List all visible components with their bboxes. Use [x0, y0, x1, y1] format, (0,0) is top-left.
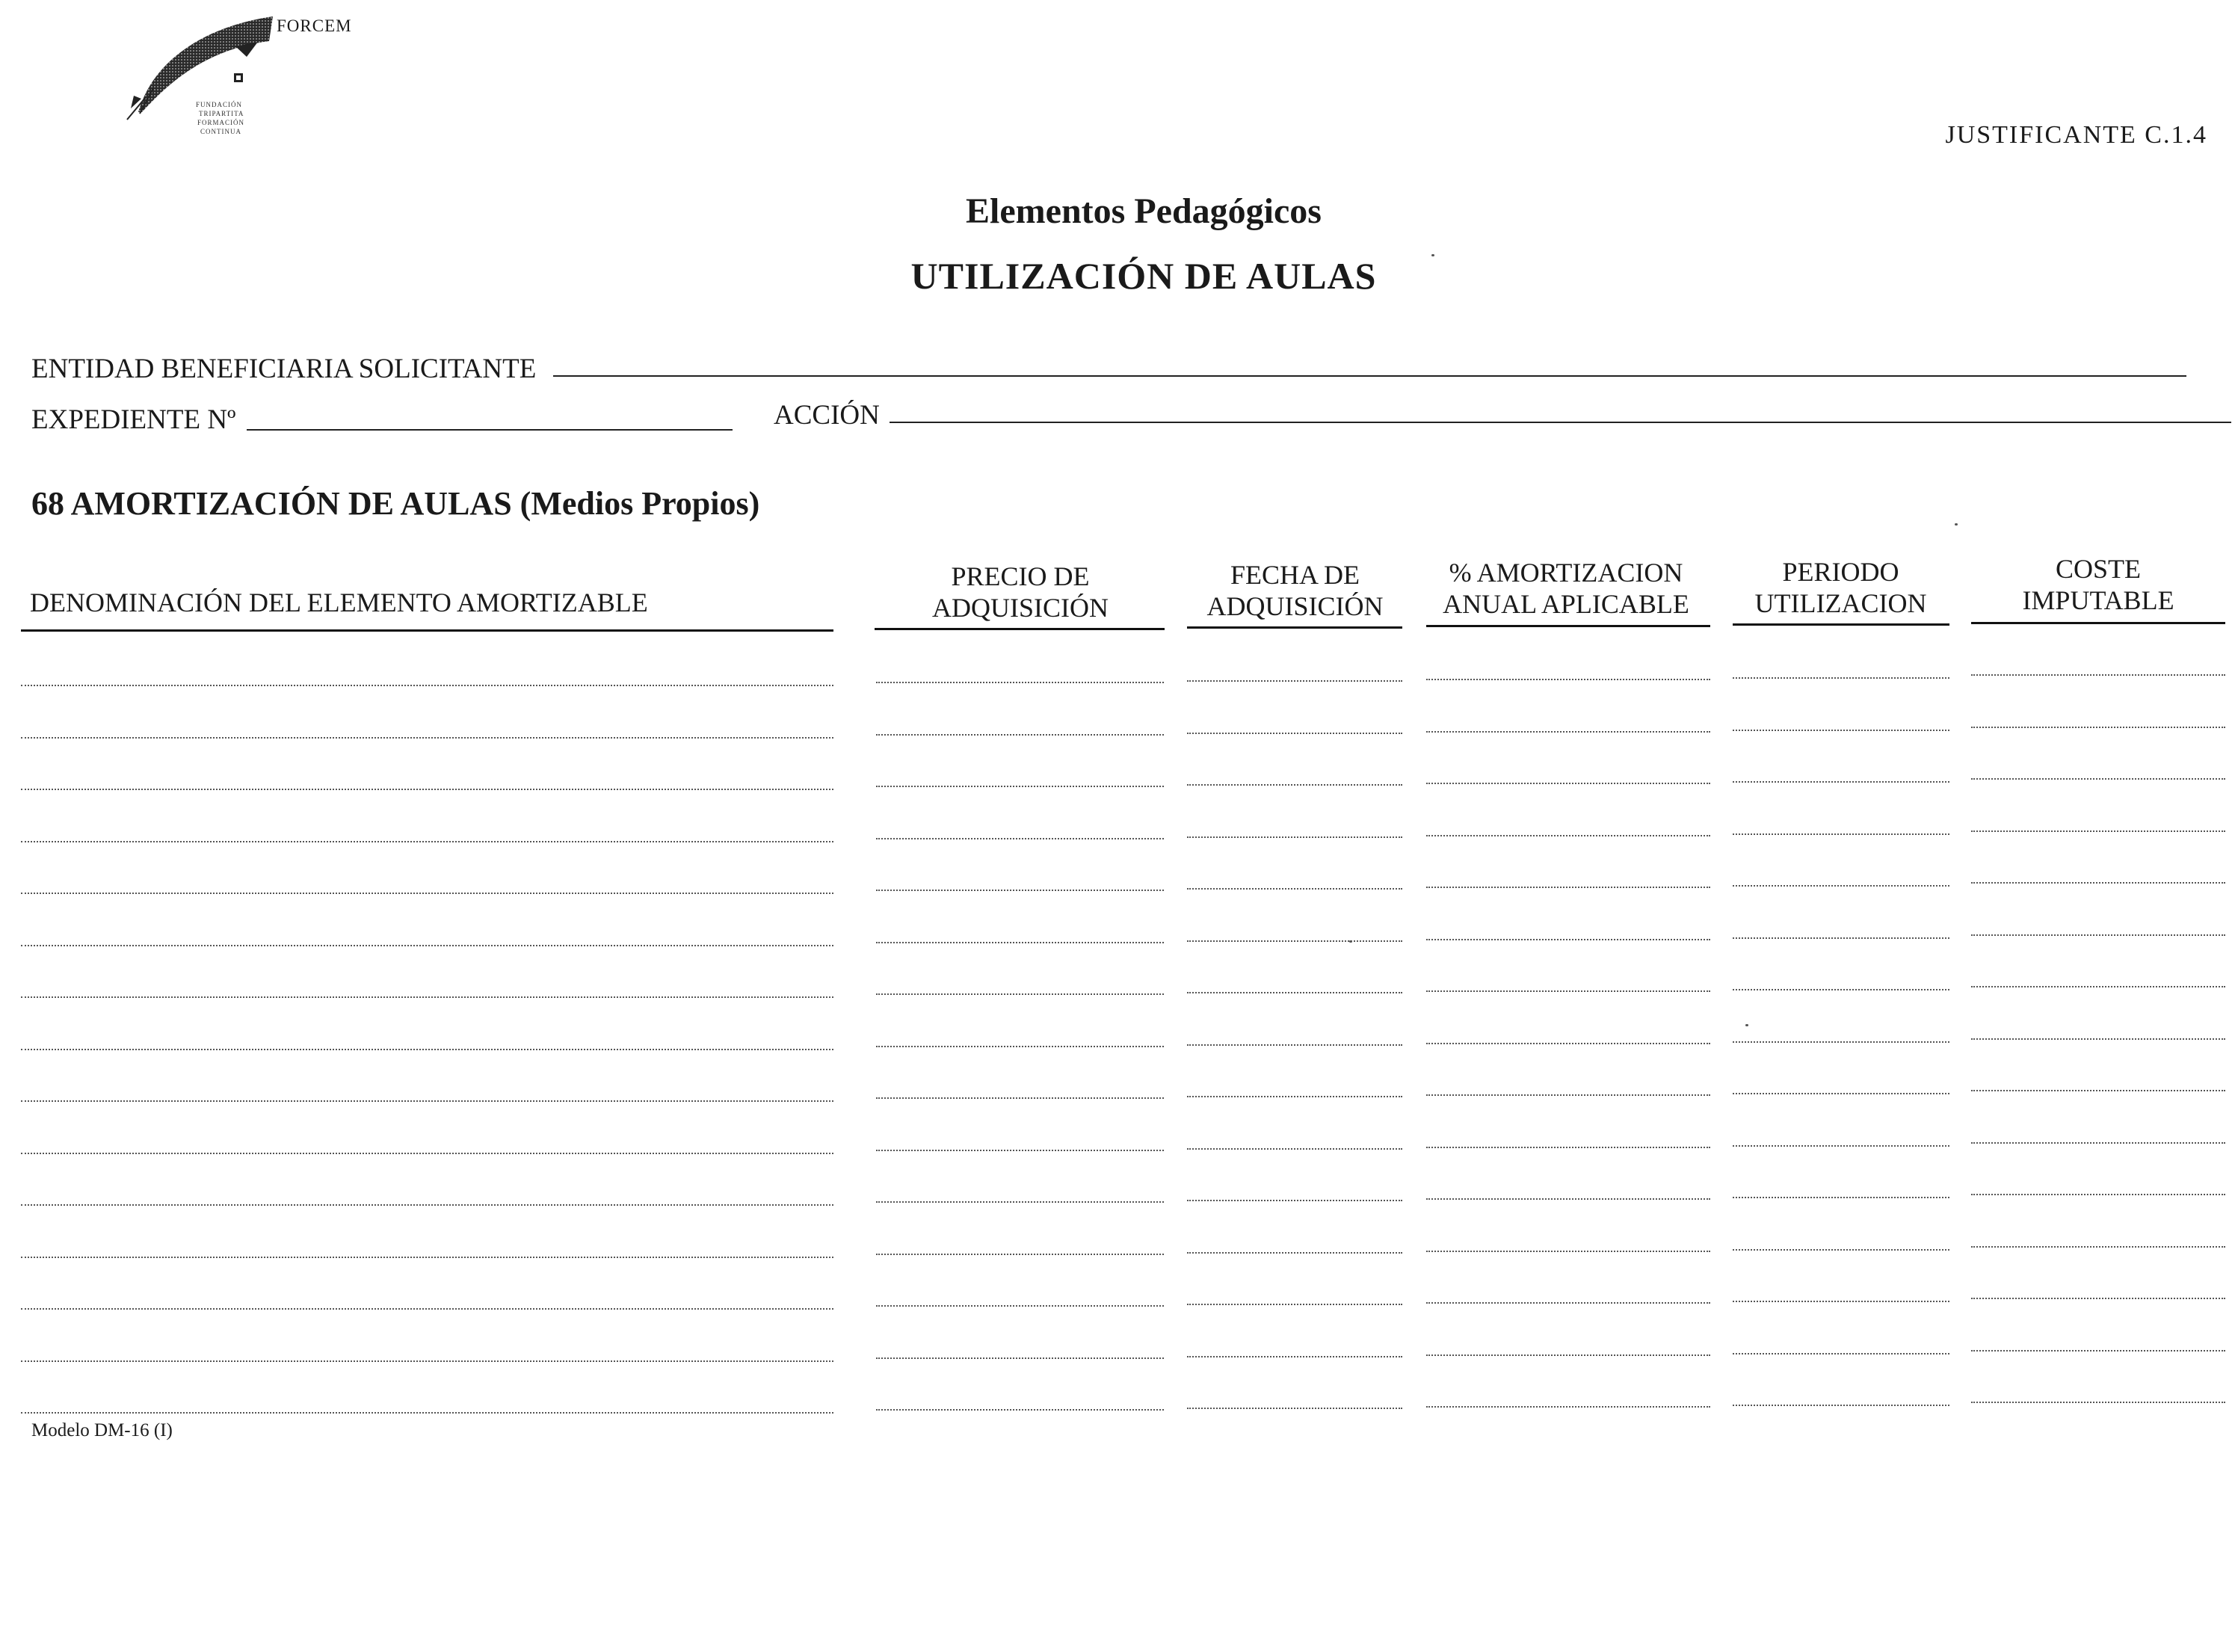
- col-denominacion-underline: [21, 629, 833, 632]
- col-fecha-line-1: FECHA DE: [1230, 560, 1360, 590]
- table-row-line-fecha[interactable]: [1187, 1408, 1402, 1409]
- table-row-line-precio[interactable]: [876, 942, 1164, 943]
- entidad-field[interactable]: [553, 375, 2186, 377]
- col-fecha-line-2: ADQUISICIÓN: [1206, 591, 1384, 621]
- logo-fine-print-2: TRIPARTITA: [199, 110, 244, 117]
- table-row-line-periodo[interactable]: [1733, 1093, 1949, 1094]
- table-row-line-amortizacion[interactable]: [1426, 835, 1710, 836]
- table-row-line-fecha[interactable]: [1187, 1044, 1402, 1046]
- table-row-line-denominacion[interactable]: [21, 1100, 833, 1102]
- col-amortizacion-underline: [1426, 625, 1710, 627]
- table-row-line-precio[interactable]: [876, 1097, 1164, 1099]
- table-row-line-coste[interactable]: [1971, 986, 2225, 987]
- table-row-line-periodo[interactable]: [1733, 1041, 1949, 1043]
- table-row-line-denominacion[interactable]: [21, 685, 833, 686]
- table-row-line-amortizacion[interactable]: [1426, 1406, 1710, 1408]
- table-row-line-precio[interactable]: [876, 734, 1164, 736]
- expediente-field[interactable]: [247, 429, 733, 431]
- table-row-line-amortizacion[interactable]: [1426, 1147, 1710, 1148]
- scan-speck: [1431, 254, 1434, 256]
- col-periodo-line-2: UTILIZACION: [1754, 588, 1927, 618]
- table-row-line-coste[interactable]: [1971, 1194, 2225, 1195]
- table-row-line-fecha[interactable]: [1187, 784, 1402, 786]
- table-row-line-amortizacion[interactable]: [1426, 887, 1710, 888]
- table-row-line-periodo[interactable]: [1733, 781, 1949, 783]
- page-subtitle: Elementos Pedagógicos: [966, 191, 1322, 231]
- table-row-line-amortizacion[interactable]: [1426, 990, 1710, 992]
- table-row-line-amortizacion[interactable]: [1426, 783, 1710, 784]
- table-row-line-periodo[interactable]: [1733, 885, 1949, 887]
- table-row-line-periodo[interactable]: [1733, 1197, 1949, 1198]
- table-row-line-denominacion[interactable]: [21, 1204, 833, 1206]
- table-row-line-coste[interactable]: [1971, 727, 2225, 728]
- col-amortizacion: [1424, 557, 1708, 620]
- table-row-line-amortizacion[interactable]: [1426, 1354, 1710, 1356]
- table-row-line-precio[interactable]: [876, 1046, 1164, 1047]
- table-row-line-periodo[interactable]: [1733, 730, 1949, 731]
- col-coste-line-2: IMPUTABLE: [2022, 585, 2174, 615]
- table-row-line-fecha[interactable]: [1187, 733, 1402, 734]
- logo-fine-print-1: FUNDACIÓN: [196, 101, 243, 108]
- table-row-line-amortizacion[interactable]: [1426, 1094, 1710, 1096]
- table-row-line-fecha[interactable]: [1187, 1304, 1402, 1305]
- table-row-line-denominacion[interactable]: [21, 1257, 833, 1258]
- table-row-line-precio[interactable]: [876, 890, 1164, 891]
- col-coste: [1971, 553, 2225, 616]
- table-row-line-fecha[interactable]: [1187, 836, 1402, 838]
- table-row-line-precio[interactable]: [876, 1201, 1164, 1203]
- table-row-line-precio[interactable]: [876, 1305, 1164, 1307]
- table-row-line-periodo[interactable]: [1733, 1301, 1949, 1302]
- table-row-line-coste[interactable]: [1971, 882, 2225, 884]
- col-precio-underline: [875, 628, 1165, 630]
- accion-field[interactable]: [890, 422, 2231, 423]
- table-row-line-denominacion[interactable]: [21, 1360, 833, 1362]
- table-row-line-amortizacion[interactable]: [1426, 939, 1710, 940]
- table-row-line-periodo[interactable]: [1733, 937, 1949, 939]
- table-row-line-fecha[interactable]: [1187, 940, 1402, 942]
- col-denominacion: [30, 587, 830, 618]
- col-precio-line-1: PRECIO DE: [951, 561, 1090, 591]
- col-periodo-underline: [1733, 623, 1949, 626]
- table-row-line-fecha[interactable]: [1187, 1096, 1402, 1097]
- table-row-line-fecha[interactable]: [1187, 1148, 1402, 1150]
- table-row-line-periodo[interactable]: [1733, 1249, 1949, 1251]
- table-row-line-periodo[interactable]: [1733, 989, 1949, 990]
- table-row-line-fecha[interactable]: [1187, 1200, 1402, 1201]
- col-amortizacion-line-2: ANUAL APLICABLE: [1443, 589, 1689, 619]
- table-row-line-coste[interactable]: [1971, 1038, 2225, 1040]
- col-precio: [875, 561, 1166, 623]
- table-row-line-coste[interactable]: [1971, 1090, 2225, 1091]
- table-row-line-precio[interactable]: [876, 786, 1164, 787]
- table-row-line-fecha[interactable]: [1187, 992, 1402, 993]
- table-row-line-denominacion[interactable]: [21, 996, 833, 998]
- table-row-line-precio[interactable]: [876, 993, 1164, 995]
- table-row-line-amortizacion[interactable]: [1426, 1043, 1710, 1044]
- table-row-line-periodo[interactable]: [1733, 1405, 1949, 1406]
- table-row-line-precio[interactable]: [876, 838, 1164, 839]
- accion-label: ACCIÓN: [774, 400, 880, 431]
- table-row-line-amortizacion[interactable]: [1426, 1251, 1710, 1252]
- table-row-line-coste[interactable]: [1971, 778, 2225, 780]
- table-row-line-precio[interactable]: [876, 1254, 1164, 1255]
- table-row-line-precio[interactable]: [876, 1150, 1164, 1151]
- table-row-line-coste[interactable]: [1971, 674, 2225, 676]
- scan-speck: [1349, 940, 1352, 943]
- table-row-line-denominacion[interactable]: [21, 945, 833, 946]
- table-row-line-fecha[interactable]: [1187, 1356, 1402, 1357]
- table-row-line-fecha[interactable]: [1187, 680, 1402, 682]
- table-row-line-periodo[interactable]: [1733, 833, 1949, 835]
- table-row-line-coste[interactable]: [1971, 934, 2225, 936]
- table-row-line-coste[interactable]: [1971, 830, 2225, 832]
- model-code: Modelo DM-16 (I): [31, 1420, 173, 1440]
- col-precio-line-2: ADQUISICIÓN: [932, 593, 1109, 623]
- table-row-line-denominacion[interactable]: [21, 1308, 833, 1310]
- table-row-line-precio[interactable]: [876, 682, 1164, 683]
- table-row-line-coste[interactable]: [1971, 1350, 2225, 1352]
- table-row-line-amortizacion[interactable]: [1426, 679, 1710, 680]
- table-row-line-fecha[interactable]: [1187, 1252, 1402, 1254]
- col-coste-underline: [1971, 622, 2225, 624]
- table-row-line-denominacion[interactable]: [21, 1412, 833, 1414]
- table-row-line-denominacion[interactable]: [21, 1049, 833, 1050]
- table-row-line-denominacion[interactable]: [21, 737, 833, 739]
- table-row-line-precio[interactable]: [876, 1409, 1164, 1411]
- table-row-line-coste[interactable]: [1971, 1402, 2225, 1403]
- scan-speck: [1745, 1024, 1748, 1026]
- col-denominacion-line-1: DENOMINACIÓN DEL ELEMENTO AMORTIZABLE: [30, 588, 648, 617]
- col-amortizacion-line-1: % AMORTIZACION: [1449, 558, 1683, 588]
- table-row-line-periodo[interactable]: [1733, 1145, 1949, 1147]
- col-fecha-underline: [1187, 626, 1402, 629]
- page-title: UTILIZACIÓN DE AULAS: [910, 255, 1377, 297]
- col-periodo-line-1: PERIODO: [1782, 557, 1899, 587]
- col-fecha: [1185, 559, 1405, 622]
- section-title: 68 AMORTIZACIÓN DE AULAS (Medios Propios): [31, 485, 760, 522]
- col-coste-line-1: COSTE: [2055, 554, 2141, 584]
- table-row-line-periodo[interactable]: [1733, 1353, 1949, 1354]
- table-row-line-amortizacion[interactable]: [1426, 731, 1710, 733]
- table-row-line-denominacion[interactable]: [21, 893, 833, 894]
- table-row-line-coste[interactable]: [1971, 1246, 2225, 1248]
- table-row-line-precio[interactable]: [876, 1357, 1164, 1359]
- table-row-line-coste[interactable]: [1971, 1142, 2225, 1144]
- table-row-line-amortizacion[interactable]: [1426, 1302, 1710, 1304]
- scan-speck: [1955, 523, 1958, 526]
- logo-fine-print-3: FORMACIÓN: [197, 119, 245, 126]
- logo-brand-text: FORCEM: [277, 16, 352, 35]
- table-row-line-denominacion[interactable]: [21, 789, 833, 790]
- table-row-line-denominacion[interactable]: [21, 1153, 833, 1154]
- table-row-line-denominacion[interactable]: [21, 841, 833, 842]
- table-row-line-periodo[interactable]: [1733, 677, 1949, 679]
- col-periodo: [1730, 556, 1951, 619]
- logo-fine-print-4: CONTINUA: [200, 128, 241, 135]
- entidad-label: ENTIDAD BENEFICIARIA SOLICITANTE: [31, 354, 537, 384]
- table-row-line-coste[interactable]: [1971, 1298, 2225, 1299]
- expediente-label: EXPEDIENTE Nº: [31, 404, 236, 435]
- table-row-line-amortizacion[interactable]: [1426, 1198, 1710, 1200]
- form-code: JUSTIFICANTE C.1.4: [1945, 121, 2207, 149]
- table-row-line-fecha[interactable]: [1187, 888, 1402, 890]
